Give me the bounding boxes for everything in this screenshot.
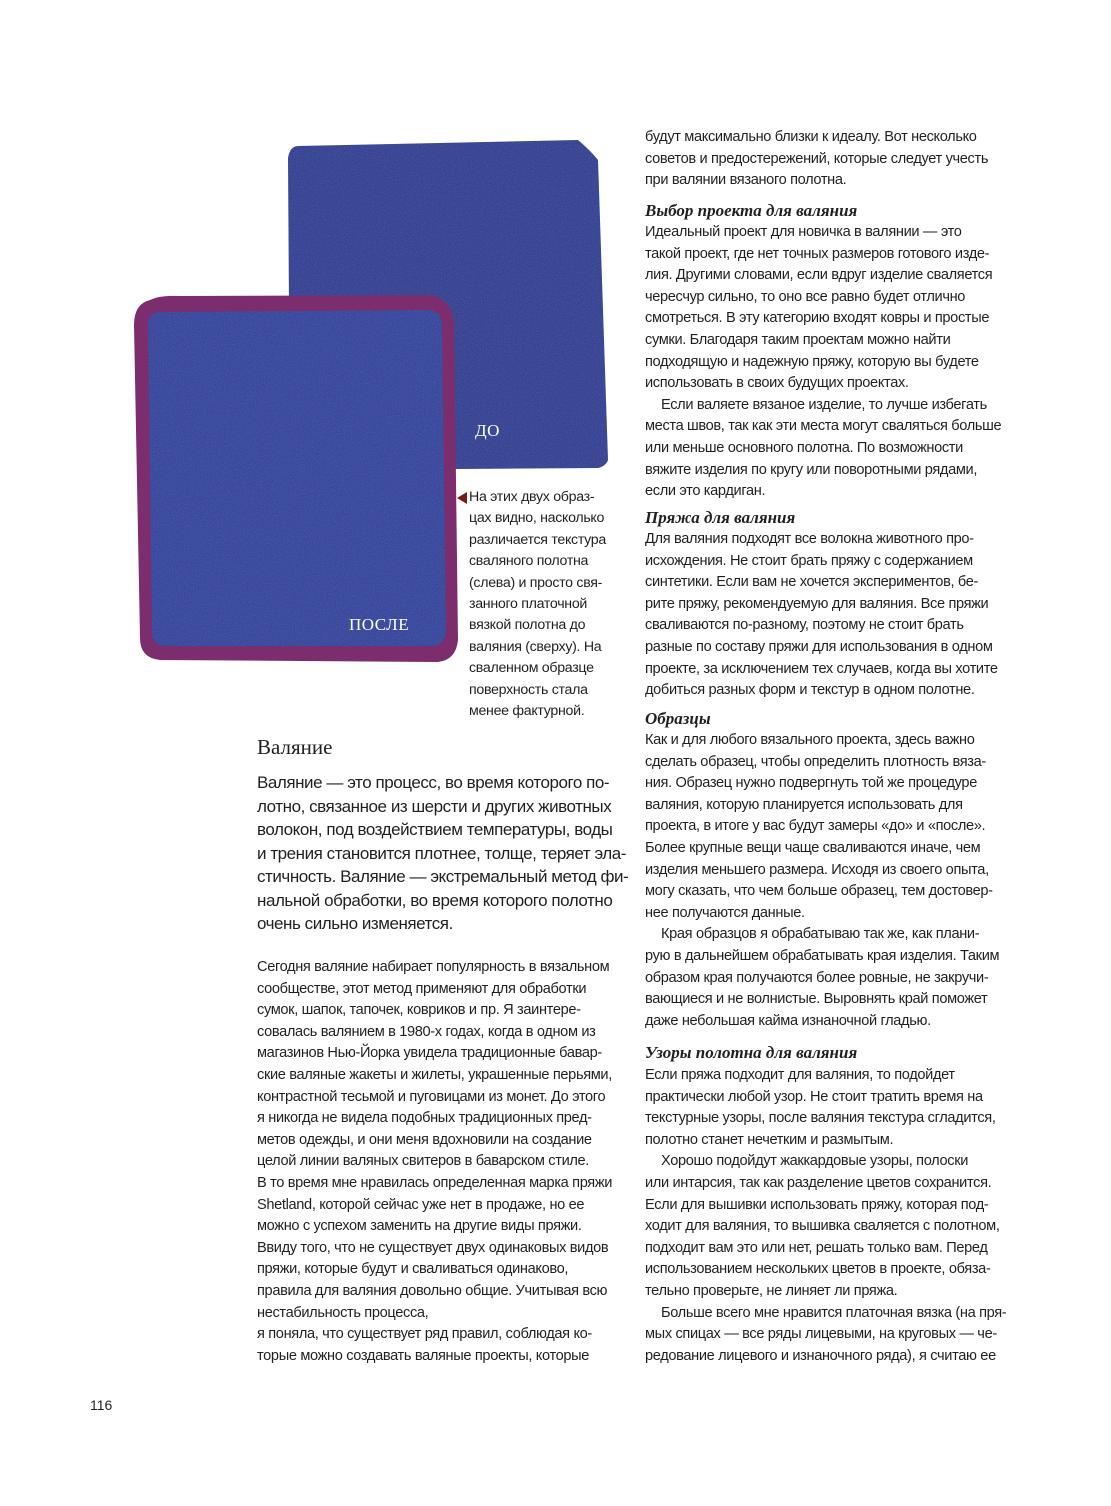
page-number: 116 (90, 1397, 113, 1413)
text-line: Сегодня валяние набирает популярность в вязальном (257, 959, 610, 975)
text-line: я поняла, что существует ряд правил, соблюдая ко- (257, 1326, 592, 1343)
text-line: будут максимально близки к идеалу. Вот несколько (645, 129, 977, 145)
text-line: можно с успехом заменить на другие виды пряжи. (257, 1218, 582, 1235)
text-line: вязкой полотна до (469, 617, 586, 634)
text-line: совалась валянием в 1980-х годах, когда в одном из (257, 1023, 596, 1040)
text-line: сваленном образце (469, 660, 594, 677)
text-line: Идеальный проект для новичка в валянии — это (645, 224, 962, 240)
text-line: даже небольшая кайма изнаночной гладью. (645, 1012, 931, 1029)
text-line: добиться разных форм и текстур в одном полотне. (645, 682, 975, 699)
text-line: контрастной тесьмой и пуговицами из монет. До этого (257, 1088, 606, 1105)
text-line: при валянии вязаного полотна. (645, 172, 847, 189)
text-line: синтетики. Если вам не хочется экспериментов, бе- (645, 574, 978, 591)
text-line: полотно станет нечетким и размытым. (645, 1131, 894, 1148)
text-line: сообществе, этот метод применяют для обработки (257, 980, 587, 997)
text-line: нальной обработки, во время которого полотно (257, 890, 613, 910)
text-line: метов одежды, и они меня вдохновили на создание (257, 1131, 592, 1148)
text-line: вающиеся и не волнистые. Выровнять край поможет (645, 991, 988, 1008)
text-line: Валяние — это процесс, во время которого по- (257, 773, 610, 792)
text-line: менее фактурной. (469, 703, 585, 720)
text-line: текстурные узоры, после валяния текстура сгладится, (645, 1110, 996, 1127)
left-body-text (257, 957, 612, 1367)
text-line: валяния (сверху). На (469, 638, 602, 655)
text-line: сделать образец, чтобы определить плотность вяза- (645, 753, 986, 770)
text-line: рите пряжу, рекомендуемую для валяния. Все пряжи (645, 595, 989, 612)
section-swatches (645, 730, 999, 1032)
text-line: лия. Другими словами, если вдруг изделие сваляется (645, 267, 993, 284)
text-line: ния. Образец нужно подвергнуть той же процедуре (645, 775, 977, 792)
section-project-choice (645, 222, 1001, 503)
text-line: сумки. Благодаря таким проектам можно найти (645, 331, 951, 348)
text-line: могу сказать, что чем больше образец, тем достовер- (645, 883, 993, 900)
text-line: и трения становится плотнее, толще, теряет эла- (257, 843, 626, 863)
text-line: Если пряжа подходит для валяния, то подойдет (645, 1067, 955, 1083)
text-line: если это кардиган. (645, 483, 766, 500)
text-line: лотно, связанное из шерсти и других животных (257, 796, 612, 816)
section-yarn (645, 529, 998, 702)
text-line: практически любой узор. Не стоит тратить время на (645, 1088, 983, 1105)
text-line: Края образцов я обрабатываю так же, как плани- (661, 926, 980, 943)
text-line: смотреться. В эту категорию входят ковры и простые (645, 310, 990, 327)
text-line: вяжите изделия по кругу или поворотными рядами, (645, 461, 978, 478)
text-line: цах видно, насколько (469, 510, 605, 527)
text-line: использовать в своих будущих проектах. (645, 375, 909, 392)
text-line: исхождения. Не стоит брать пряжу с содержанием (645, 552, 973, 569)
text-line: ские валяные жакеты и жилеты, украшенные перьями, (257, 1066, 612, 1083)
caption-arrow-icon (457, 492, 467, 504)
text-line: сваляного полотна (469, 553, 589, 570)
subheading-yarn: Пряжа для валяния (645, 508, 796, 527)
text-line: Если для вышивки использовать пряжу, которая под- (645, 1196, 989, 1213)
text-line: Ввиду того, что не существует двух одинаковых видов (257, 1239, 609, 1256)
text-line: ходит для валяния, то вышивка сваляется с полотном, (645, 1218, 1000, 1235)
text-line: сумок, шапок, тапочек, ковриков и пр. Я заинтере- (257, 1002, 581, 1019)
text-line: очень сильно изменяется. (257, 914, 453, 933)
text-line: проекта, в итоге у вас будут замеры «до» и «после». (645, 818, 986, 835)
figure-caption (469, 487, 606, 722)
text-line: Для валяния подходят все волокна животного про- (645, 531, 974, 547)
text-line: Как и для любого вязального проекта, здесь важно (645, 732, 975, 748)
text-line: Больше всего мне нравится платочная вязка (на пря- (661, 1304, 1007, 1321)
swatch-after (134, 295, 458, 662)
text-line: мых спицах — все ряды лицевыми, на круговых — че- (645, 1326, 997, 1343)
text-line: целой линии валяных свитеров в баварском стиле. (257, 1153, 590, 1170)
text-line: сваливаются по-разному, поэтому не стоит брать (645, 617, 964, 634)
text-line: Хорошо подойдут жаккардовые узоры, полоски (661, 1153, 969, 1170)
text-line: советов и предостережений, которые следует учесть (645, 150, 989, 167)
text-line: правила для валяния довольно общие. Учитывая всю (257, 1282, 608, 1299)
text-line: чересчур сильно, то оно все равно будет отлично (645, 288, 966, 305)
text-line: такой проект, где нет точных размеров готового изде- (645, 245, 990, 262)
text-line: нее получаются данные. (645, 904, 805, 921)
text-line: места швов, так как эти места могут сваляться больше (645, 418, 1002, 435)
text-line: нестабильность процесса, (257, 1304, 429, 1321)
text-line: (слева) и просто свя- (469, 574, 603, 591)
subheading-project-choice: Выбор проекта для валяния (645, 201, 858, 220)
label-after: ПОСЛЕ (349, 615, 410, 634)
text-line: пряжи, которые будут и сваливаться одинаково, (257, 1261, 569, 1278)
subheading-swatches: Образцы (645, 709, 711, 728)
text-line: тельно проверьте, не линяет ли пряжа. (645, 1282, 898, 1299)
subheading-patterns: Узоры полотна для валяния (645, 1043, 858, 1062)
text-line: образом края получаются более ровные, не закручи- (645, 969, 989, 986)
section-patterns (645, 1065, 1006, 1367)
text-line: я никогда не видела подобных традиционных пред- (257, 1110, 592, 1127)
right-intro-text (645, 127, 988, 192)
text-line: подходит вам это или нет, решать только вам. Перед (645, 1239, 988, 1256)
text-line: разные по составу пряжи для использования в одном (645, 638, 993, 655)
text-line: В то время мне нравилась определенная марка пряжи (257, 1174, 613, 1191)
text-line: магазинов Нью-Йорка увидела традиционные бавар- (257, 1045, 602, 1062)
text-line: стичность. Валяние — экстремальный метод фи- (257, 867, 629, 886)
text-line: подходящую и надежную пряжу, которую вы будете (645, 353, 979, 370)
text-line: редование лицевого и изнаночного ряда), я считаю ее (645, 1347, 996, 1364)
text-line: использованием нескольких цветов в проекте, обяза- (645, 1261, 991, 1278)
text-line: или интарсия, так как разделение цветов сохранится. (645, 1174, 992, 1191)
text-line: Shetland, которой сейчас уже нет в продаже, но ее (257, 1196, 585, 1213)
text-line: Если валяете вязаное изделие, то лучше избегать (661, 396, 987, 413)
text-line: проекте, за исключением тех случаев, когда вы хотите (645, 660, 998, 677)
text-line: Более крупные вещи чаще сваливаются иначе, чем (645, 839, 981, 856)
intro-paragraph (257, 771, 628, 936)
text-line: волокон, под воздействием температуры, воды (257, 820, 613, 839)
text-line: поверхность стала (469, 681, 588, 698)
text-line: рую в дальнейшем обрабатывать края изделия. Таким (645, 947, 1000, 964)
text-line: занного платочной (469, 596, 588, 613)
label-before: ДО (475, 421, 500, 440)
text-line: валяния, которую планируется использовать для (645, 796, 963, 813)
text-line: торые можно создавать валяные проекты, которые (257, 1347, 590, 1364)
text-line: или меньше основного полотна. По возможности (645, 439, 963, 456)
text-line: изделия меньшего размера. Исходя из своего опыта, (645, 861, 989, 878)
section-title: Валяние (257, 735, 333, 759)
text-line: различается текстура (469, 531, 606, 548)
text-line: На этих двух образ- (469, 489, 595, 505)
